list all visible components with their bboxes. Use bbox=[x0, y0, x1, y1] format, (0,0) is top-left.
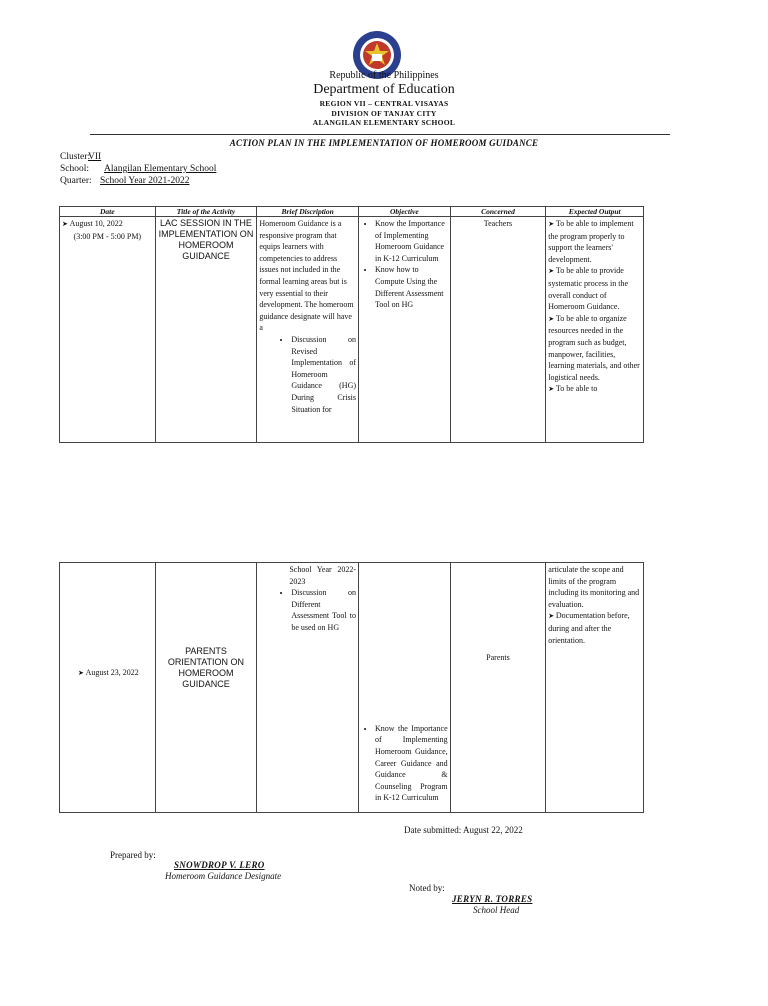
date-cell bbox=[60, 217, 156, 443]
table-row bbox=[60, 563, 644, 813]
output-continued: articulate the scope and limits of the program including its monitoring and evaluation. bbox=[548, 565, 640, 609]
objective-list bbox=[361, 723, 448, 804]
list-item: ➤ To be able to organize resources needed in the program such as budget, manpower, facilities, learning materials, and other logistical needs. bbox=[548, 313, 641, 384]
list-item: • Discussion on Revised Implementation of Homeroom Guidance (HG) During Crisis Situation for bbox=[291, 334, 356, 415]
description-cell bbox=[257, 217, 359, 443]
list-item: • Know the Importance of Implementing Homeroom Guidance, Career Guidance and Guidance & Counseling Program in K-12 Curriculum bbox=[375, 723, 448, 804]
division-text: DIVISION OF TANJAY CITY bbox=[331, 109, 437, 118]
meta-block bbox=[60, 152, 360, 192]
republic-text: Republic of the Philippines bbox=[329, 70, 439, 81]
activity-title-cell: PARENTS ORIENTATION ON HOMEROOM GUIDANCE bbox=[155, 563, 257, 813]
prepared-by-label: Prepared by: bbox=[110, 850, 156, 860]
expected-output-cell bbox=[546, 217, 644, 443]
activity-title-cell: LAC SESSION IN THE IMPLEMENTATION ON HOMEROOM GUIDANCE bbox=[155, 217, 257, 443]
objective-cell bbox=[359, 217, 451, 443]
description-text: Homeroom Guidance is a responsive program that equips learners with competencies to address issues not included in the formal learning areas but is very essential to their development. The homeroom guidance designate will have a bbox=[259, 219, 354, 333]
table-header-row bbox=[60, 207, 644, 217]
header-title: Title of the Activity bbox=[155, 207, 257, 217]
description-list bbox=[259, 587, 356, 633]
cluster-value: VII bbox=[88, 152, 102, 162]
header-expected-output: Expected Output bbox=[546, 207, 644, 217]
list-item: ➤ To be able to bbox=[548, 383, 641, 396]
list-item: ➤ To be able to implement the program properly to support the learners' development. bbox=[548, 218, 641, 265]
noter-name: JERYN R. TORRES bbox=[452, 894, 533, 904]
noted-by-label: Noted by: bbox=[409, 883, 445, 893]
page-title: ACTION PLAN IN THE IMPLEMENTATION OF HOMEROOM GUIDANCE bbox=[229, 138, 539, 148]
list-item: • Know the Importance of Implementing Homeroom Guidance in K-12 Curriculum bbox=[375, 218, 448, 264]
department-title: Department of Education bbox=[313, 82, 455, 97]
objective-cell bbox=[359, 563, 451, 813]
list-item: ➤ Documentation before, during and after the orientation. bbox=[548, 610, 641, 646]
preparer-role: Homeroom Guidance Designate bbox=[165, 871, 282, 881]
quarter-label: Quarter: bbox=[60, 176, 92, 186]
description-list bbox=[259, 334, 356, 415]
preparer-name: SNOWDROP V. LERO bbox=[174, 860, 265, 870]
school-header-text: ALANGILAN ELEMENTARY SCHOOL bbox=[312, 118, 456, 127]
date-cell bbox=[60, 563, 156, 813]
description-continued: School Year 2022-2023 bbox=[289, 565, 357, 586]
expected-output-cell bbox=[546, 563, 644, 813]
list-item: ➤ To be able to provide systematic process in the overall conduct of Homeroom Guidance. bbox=[548, 265, 641, 312]
cluster-row bbox=[60, 152, 360, 164]
date-text: ➤ August 23, 2022 bbox=[62, 667, 153, 680]
description-cell bbox=[257, 563, 359, 813]
header-date: Date bbox=[60, 207, 156, 217]
action-plan-table-continued bbox=[59, 562, 644, 813]
date-text: ➤ August 10, 2022 bbox=[62, 218, 153, 231]
concerned-cell: Parents bbox=[450, 563, 546, 813]
school-label: School: bbox=[60, 164, 90, 174]
list-item: • Discussion on Different Assessment Tool to be used on HG bbox=[291, 587, 356, 633]
header-rule bbox=[90, 134, 670, 135]
school-value: Alangilan Elementary School bbox=[104, 164, 217, 174]
table-row bbox=[60, 217, 644, 443]
header-description: Brief Discription bbox=[257, 207, 359, 217]
school-row bbox=[60, 164, 360, 176]
header-concerned: Concerned bbox=[450, 207, 546, 217]
cluster-label: Cluster: bbox=[60, 152, 91, 162]
time-text: (3:00 PM - 5:00 PM) bbox=[73, 231, 142, 241]
list-item: • Know how to Compute Using the Different Assessment Tool on HG bbox=[375, 264, 448, 310]
quarter-row bbox=[60, 176, 360, 188]
noter-role: School Head bbox=[473, 905, 520, 915]
quarter-value: School Year 2021-2022 bbox=[100, 176, 190, 186]
concerned-cell: Teachers bbox=[450, 217, 546, 443]
header-objective: Objective bbox=[359, 207, 451, 217]
action-plan-table bbox=[59, 206, 644, 443]
date-submitted: Date submitted: August 22, 2022 bbox=[404, 825, 523, 835]
objective-list bbox=[361, 218, 448, 311]
region-text: REGION VII – CENTRAL VISAYAS bbox=[319, 99, 449, 108]
